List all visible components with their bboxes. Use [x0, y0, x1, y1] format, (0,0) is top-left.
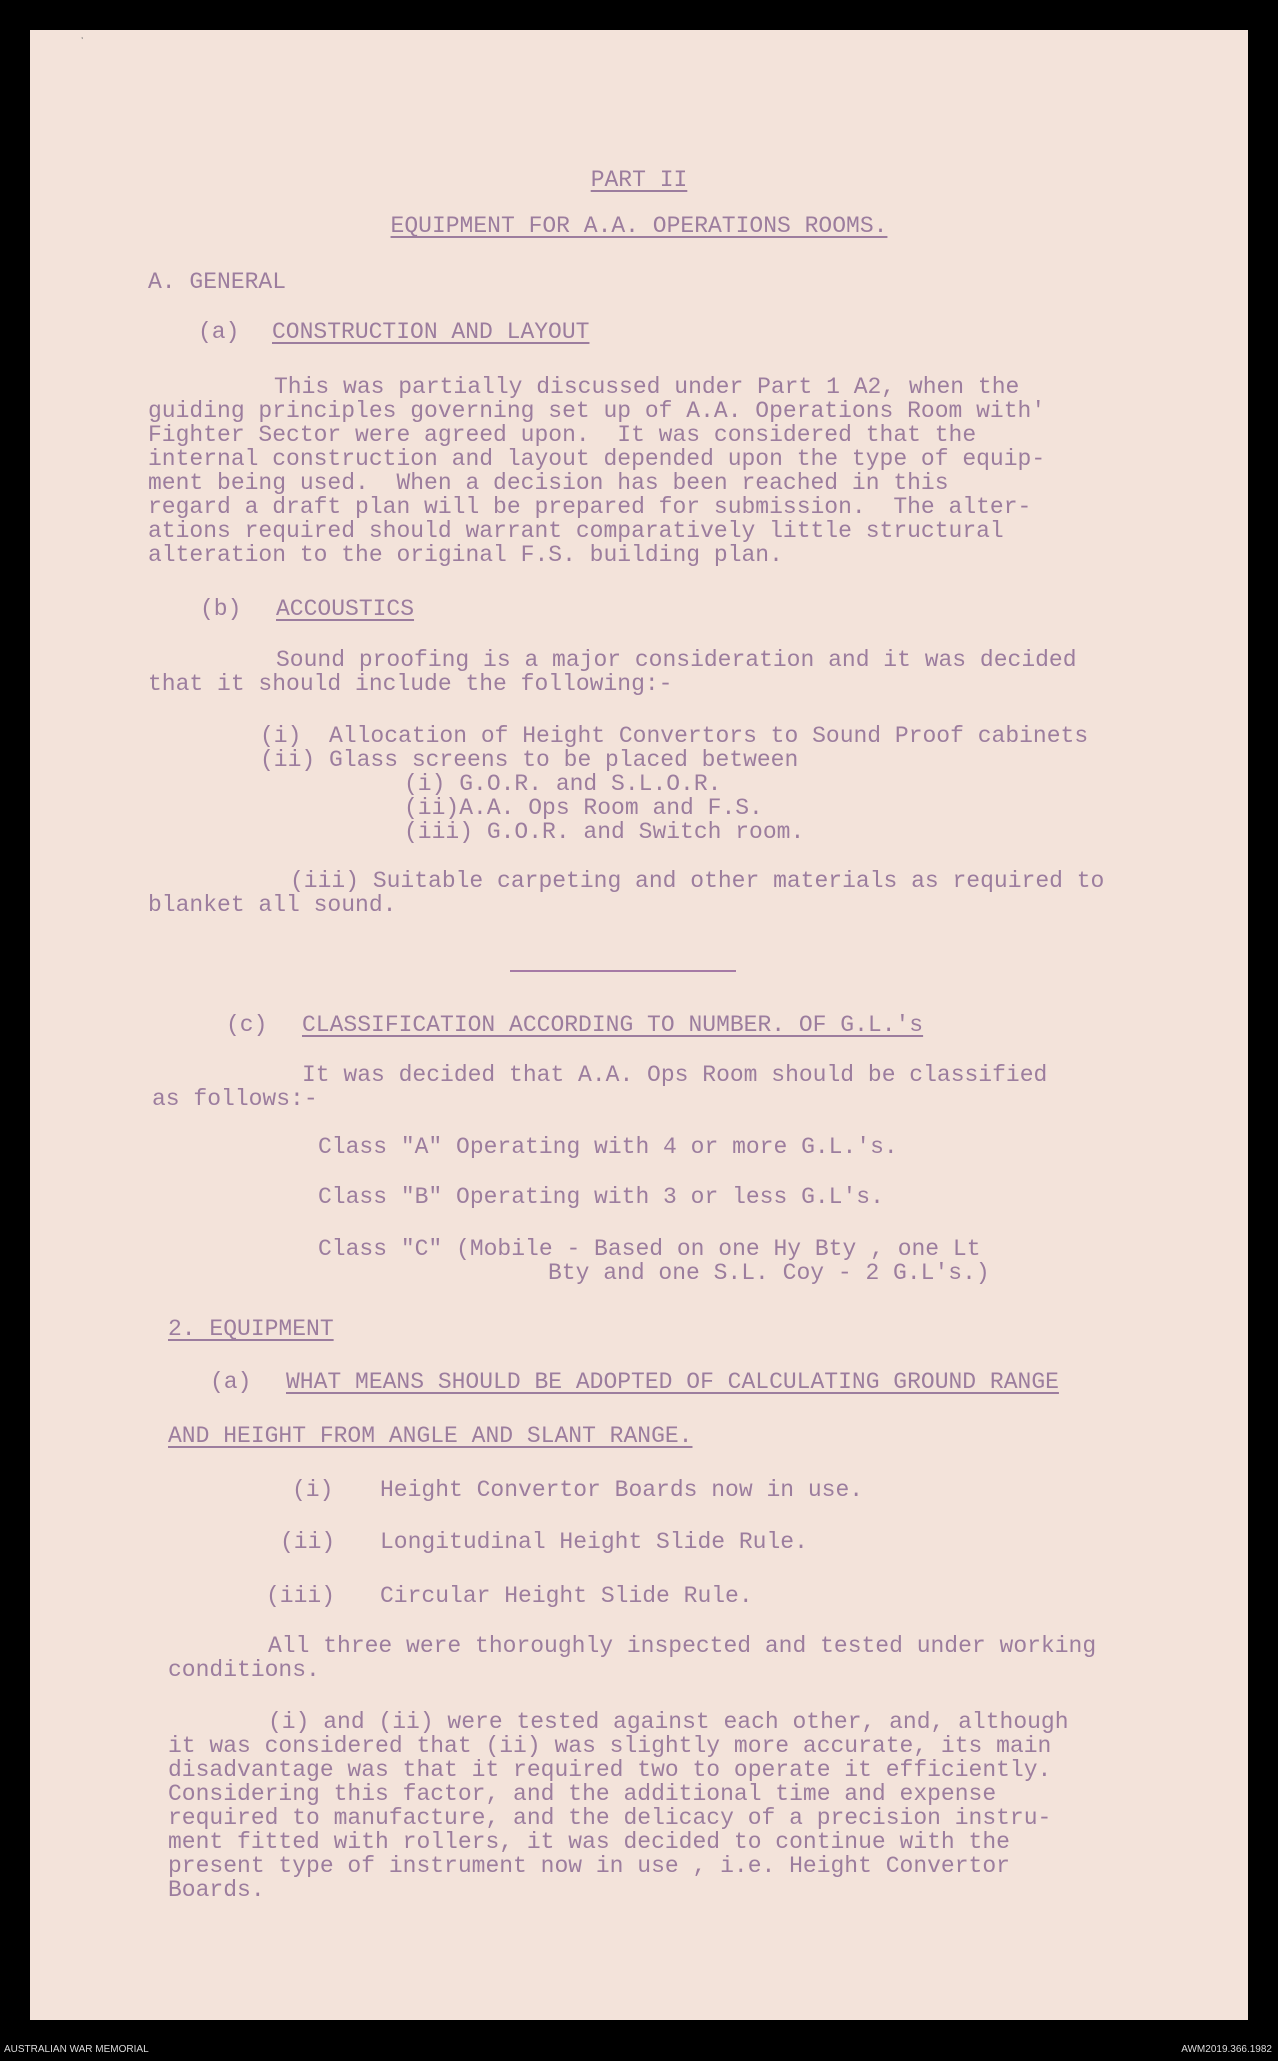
subsection-a-label: (a)	[198, 319, 240, 345]
subsection-c-title: CLASSIFICATION ACCORDING TO NUMBER. OF G.L.'s	[302, 1012, 924, 1038]
page-blemish-mark: ˑ	[80, 33, 85, 50]
paragraph-line: required to manufacture, and the delicacy of a precision instru-	[168, 1805, 1052, 1831]
paragraph-line: guiding principles governing set up of A.A. Operations Room with'	[148, 398, 1046, 424]
footer-credit: AUSTRALIAN WAR MEMORIAL	[4, 2044, 149, 2055]
paragraph-line: present type of instrument now in use , i.e. Height Convertor	[168, 1853, 1010, 1879]
paragraph-line: This was partially discussed under Part 1 A2, when the	[274, 374, 1020, 400]
paragraph-line: Fighter Sector were agreed upon. It was considered that the	[148, 422, 977, 448]
paragraph-line: Sound proofing is a major consideration and it was decided	[276, 647, 1077, 673]
paragraph-line: it was considered that (ii) was slightly more accurate, its main	[168, 1733, 1052, 1759]
item-text: Circular Height Slide Rule.	[380, 1583, 753, 1609]
item-number: (i)	[292, 1477, 334, 1503]
item-number: (ii)	[280, 1529, 336, 1555]
class-item: Class "C" (Mobile - Based on one Hy Bty , one Lt	[318, 1236, 981, 1262]
part-heading: PART II	[590, 167, 688, 193]
paragraph-line: Boards.	[168, 1877, 265, 1903]
paragraph-line: Considering this factor, and the additional time and expense	[168, 1781, 997, 1807]
paragraph-line: that it should include the following:-	[148, 671, 673, 697]
list-subitem: (i) G.O.R. and S.L.O.R.	[404, 771, 722, 797]
paragraph-line: All three were thoroughly inspected and tested under working	[268, 1633, 1097, 1659]
paragraph-line: (i) and (ii) were tested against each other, and, although	[268, 1709, 1069, 1735]
paragraph-line: regard a draft plan will be prepared for submission. The alter-	[148, 494, 1032, 520]
paragraph-line: ment fitted with rollers, it was decided to continue with the	[168, 1829, 1010, 1855]
item-text: Longitudinal Height Slide Rule.	[380, 1529, 808, 1555]
subsection-a-title: CONSTRUCTION AND LAYOUT	[272, 319, 590, 345]
subsection-c-label: (c)	[226, 1012, 268, 1038]
list-subitem: (ii)A.A. Ops Room and F.S.	[404, 795, 763, 821]
paragraph-line: It was decided that A.A. Ops Room should be classified	[302, 1062, 1048, 1088]
document-title: EQUIPMENT FOR A.A. OPERATIONS ROOMS.	[390, 213, 888, 239]
subsection-b-label: (b)	[200, 596, 242, 622]
class-item-continuation: Bty and one S.L. Coy - 2 G.L's.)	[548, 1260, 990, 1286]
section-2-sub-a-title: WHAT MEANS SHOULD BE ADOPTED OF CALCULATING GROUND RANGE	[286, 1369, 1059, 1395]
subsection-b-title: ACCOUSTICS	[276, 596, 415, 622]
section-2-heading: 2. EQUIPMENT	[168, 1316, 334, 1342]
section-2-sub-a-title-cont: AND HEIGHT FROM ANGLE AND SLANT RANGE.	[168, 1423, 693, 1449]
paragraph-line: internal construction and layout depended upon the type of equip-	[148, 446, 1046, 472]
paragraph-line: ment being used. When a decision has been reached in this	[148, 470, 949, 496]
footer-accession-number: AWM2019.366.1982	[1181, 2044, 1272, 2055]
section-divider	[510, 970, 736, 972]
item-text: Height Convertor Boards now in use.	[380, 1477, 864, 1503]
paragraph-line: conditions.	[168, 1657, 320, 1683]
paragraph-line: ations required should warrant comparatively little structural	[148, 518, 1004, 544]
item-number: (iii)	[266, 1583, 336, 1609]
list-item: (i) Allocation of Height Convertors to Sound Proof cabinets	[260, 723, 1089, 749]
document-page	[30, 30, 1248, 2020]
list-item: (ii) Glass screens to be placed between	[260, 747, 799, 773]
section-a-heading: A. GENERAL	[148, 269, 287, 295]
list-item-continuation: blanket all sound.	[148, 892, 397, 918]
paragraph-line: disadvantage was that it required two to operate it efficiently.	[168, 1757, 1052, 1783]
class-item: Class "A" Operating with 4 or more G.L.'s.	[318, 1134, 898, 1160]
section-2-sub-a-label: (a)	[210, 1369, 252, 1395]
paragraph-line: alteration to the original F.S. building plan.	[148, 542, 783, 568]
class-item: Class "B" Operating with 3 or less G.L's.	[318, 1184, 884, 1210]
paragraph-line: as follows:-	[152, 1086, 318, 1112]
list-item: (iii) Suitable carpeting and other materials as required to	[290, 868, 1105, 894]
list-subitem: (iii) G.O.R. and Switch room.	[404, 819, 805, 845]
